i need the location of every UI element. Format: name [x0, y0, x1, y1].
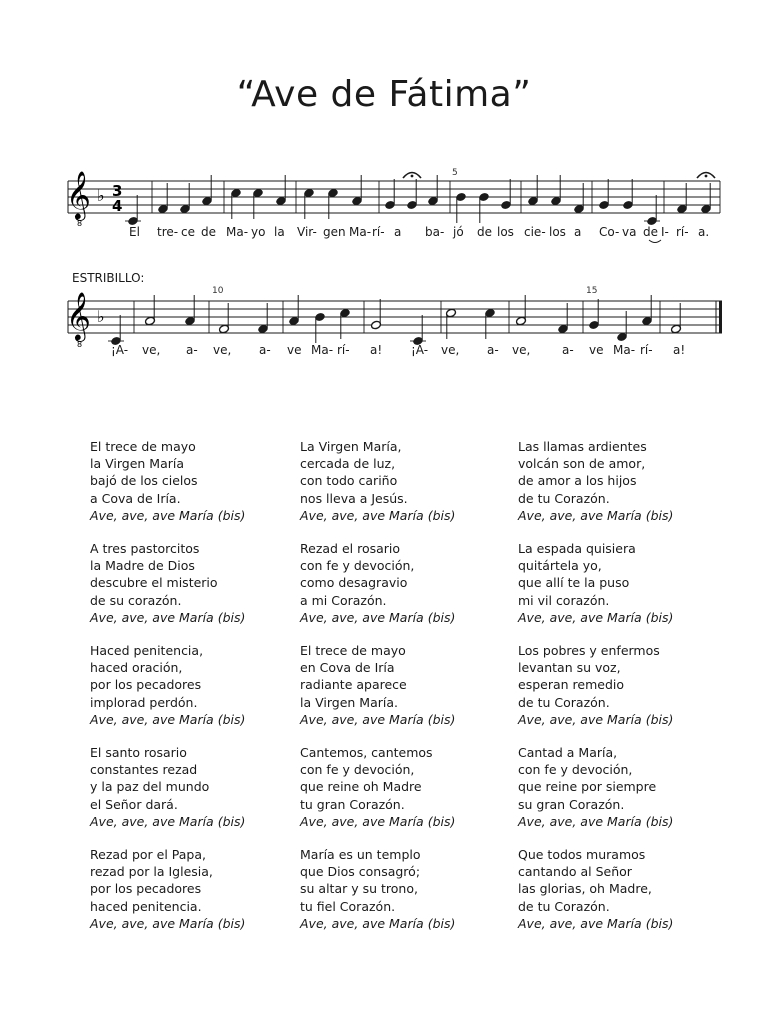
lyrics-line-2 [111, 343, 685, 357]
stanza [518, 744, 728, 830]
refrain-line: Ave, ave, ave María (bis) [518, 507, 674, 523]
lyric-syllable: gen [323, 225, 346, 239]
refrain-line: Ave, ave, ave María (bis) [518, 813, 674, 829]
lyric-syllable: Ma- [349, 225, 372, 239]
verse-line: que allí te la puso [518, 575, 630, 591]
verse-line: El trece de mayo [90, 439, 196, 454]
lyric-syllable: a [574, 225, 582, 239]
estribillo-label: ESTRIBILLO: [72, 271, 145, 285]
lyric-syllable: ce [181, 225, 195, 239]
verse-line: de tu Corazón. [518, 898, 610, 914]
refrain-line: Ave, ave, ave María (bis) [518, 609, 674, 625]
lyric-syllable: ve [589, 343, 604, 357]
verse-line: esperan remedio [518, 677, 624, 693]
lyric-syllable: los [549, 225, 566, 239]
verse-line: en Cova de Iría [300, 660, 395, 676]
stanza [90, 438, 300, 524]
verse-line: su gran Corazón. [518, 796, 625, 812]
elision-mark [649, 240, 661, 243]
notes-line-2 [108, 295, 681, 346]
lyric-syllable: jó [453, 225, 464, 239]
verse-line: mi vil corazón. [518, 592, 610, 608]
stanza [90, 540, 300, 626]
lyric-syllable: rí- [640, 343, 653, 357]
stanza [518, 642, 728, 728]
refrain-line: Ave, ave, ave María (bis) [90, 915, 246, 931]
lyric-syllable: los [497, 225, 514, 239]
verse-line: volcán son de amor, [518, 456, 646, 472]
verse-line: cantando al Señor [518, 864, 632, 880]
verse-line: tu fiel Corazón. [300, 898, 396, 914]
verse-line: que Dios consagró; [300, 864, 421, 880]
verse-column-1 [90, 438, 300, 948]
verse-line: de amor a los hijos [518, 473, 637, 489]
verse-line: de tu Corazón. [518, 490, 610, 506]
lyric-syllable: ve, [441, 343, 460, 357]
verse-line: el Señor dará. [90, 796, 178, 812]
verse-line: Cantemos, cantemos [300, 745, 433, 761]
lyric-syllable: de [477, 225, 492, 239]
verse-line: Los pobres y enfermos [518, 643, 660, 659]
verse-line: que reine oh Madre [300, 779, 422, 795]
verse-line: la Virgen María. [300, 694, 398, 710]
refrain-line: Ave, ave, ave María (bis) [90, 711, 246, 727]
verse-line: La Virgen María, [300, 439, 402, 454]
verse-line: de su corazón. [90, 592, 182, 608]
refrain-line: Ave, ave, ave María (bis) [300, 813, 456, 829]
stanza [300, 744, 510, 830]
verse-line: la Virgen María [90, 456, 185, 472]
verse-line: descubre el misterio [90, 575, 218, 591]
stanza [518, 846, 728, 932]
verse-line: con todo cariño [300, 473, 398, 489]
stanza [90, 744, 300, 830]
verse-line: haced penitencia. [90, 898, 202, 914]
verse-line: la Madre de Dios [90, 558, 195, 574]
verse-line: Rezad por el Papa, [90, 847, 206, 863]
verse-line: su altar y su trono, [300, 881, 418, 897]
verse-line: y la paz del mundo [90, 779, 210, 795]
lyric-syllable: va [622, 225, 637, 239]
flat-icon: ♭ [97, 307, 105, 326]
lyric-syllable: I- [661, 225, 669, 239]
lyric-syllable: a [394, 225, 402, 239]
verse-line: que reine por siempre [518, 779, 657, 795]
verse-line: como desagravio [300, 575, 408, 591]
lyric-syllable: a. [698, 225, 710, 239]
lyric-syllable: a! [370, 343, 383, 357]
lyric-syllable: a- [259, 343, 271, 357]
octave-8-mark: 8 [77, 219, 83, 228]
verse-line: Rezad el rosario [300, 541, 401, 557]
verse-line: Que todos muramos [518, 847, 646, 863]
verse-line: constantes rezad [90, 762, 198, 778]
lyric-syllable: tre- [157, 225, 179, 239]
verse-line: El santo rosario [90, 745, 187, 761]
stanza [90, 846, 300, 932]
lyric-syllable: ve [287, 343, 302, 357]
stanza [90, 642, 300, 728]
lyric-syllable: ve, [213, 343, 232, 357]
lyric-syllable: a- [186, 343, 198, 357]
fermata-dot [705, 175, 708, 178]
lyric-syllable: El [129, 225, 140, 239]
lyric-syllable: cie- [524, 225, 546, 239]
lyric-syllable: Ma- [226, 225, 249, 239]
stanza [300, 846, 510, 932]
verse-line: El trece de mayo [300, 643, 406, 659]
lyrics-line-1 [129, 225, 709, 239]
time-signature-bottom: 4 [112, 197, 123, 215]
flat-icon: ♭ [97, 186, 105, 205]
lyric-syllable: a! [673, 343, 686, 357]
verse-line: rezad por la Iglesia, [90, 864, 213, 880]
lyric-syllable: ve, [512, 343, 531, 357]
lyric-syllable: rí- [337, 343, 350, 357]
lyric-syllable: a- [487, 343, 499, 357]
verse-line: María es un templo [300, 847, 421, 863]
refrain-line: Ave, ave, ave María (bis) [90, 813, 246, 829]
time-signature-top: 3 [112, 182, 123, 200]
verse-line: por los pecadores [90, 677, 202, 693]
verse-line: a Cova de Iría. [90, 490, 181, 506]
refrain-line: Ave, ave, ave María (bis) [300, 507, 456, 523]
verse-line: radiante aparece [300, 677, 407, 693]
verse-line: quitártela yo, [518, 558, 602, 574]
verse-line: La espada quisiera [518, 541, 636, 557]
lyric-syllable: ba- [425, 225, 445, 239]
notes-line-1 [125, 175, 711, 226]
stanza [300, 438, 510, 524]
stanza [518, 438, 728, 524]
verse-line: con fe y devoción, [518, 762, 633, 778]
measure-number: 5 [452, 168, 458, 178]
treble-clef-icon: 𝄞 [66, 170, 91, 219]
stanza [518, 540, 728, 626]
verse-column-2 [300, 438, 510, 948]
verse-line: de tu Corazón. [518, 694, 610, 710]
staff-line-2 [68, 301, 722, 333]
verse-line: con fe y devoción, [300, 558, 415, 574]
lyric-syllable: yo [251, 225, 266, 239]
verse-line: levantan su voz, [518, 660, 621, 676]
lyric-syllable: Ma- [613, 343, 636, 357]
verse-line: implorad perdón. [90, 694, 198, 710]
verse-line: Las llamas ardientes [518, 439, 647, 454]
verse-line: cercada de luz, [300, 456, 396, 472]
lyric-syllable: Ma- [311, 343, 334, 357]
lyric-syllable: rí- [372, 225, 385, 239]
stanza [300, 540, 510, 626]
refrain-line: Ave, ave, ave María (bis) [518, 711, 674, 727]
lyric-syllable: la [274, 225, 285, 239]
lyric-syllable: ¡A- [411, 343, 429, 357]
lyric-syllable: ¡A- [111, 343, 129, 357]
lyric-syllable: a- [562, 343, 574, 357]
verse-column-3 [518, 438, 728, 948]
lyric-syllable: de [201, 225, 216, 239]
verse-line: haced oración, [90, 660, 183, 676]
refrain-line: Ave, ave, ave María (bis) [300, 915, 456, 931]
verse-line: Haced penitencia, [90, 643, 204, 659]
verse-line: por los pecadores [90, 881, 202, 897]
lyric-syllable: rí- [676, 225, 689, 239]
verse-line: A tres pastorcitos [90, 541, 200, 557]
refrain-line: Ave, ave, ave María (bis) [90, 507, 246, 523]
lyric-syllable: de [643, 225, 658, 239]
lyric-syllable: Vir- [297, 225, 317, 239]
octave-8-mark: 8 [77, 340, 83, 349]
treble-clef-icon: 𝄞 [66, 291, 91, 340]
stanza [300, 642, 510, 728]
fermata-dot [411, 175, 414, 178]
verse-line: con fe y devoción, [300, 762, 415, 778]
song-title: “Ave de Fátima” [236, 74, 532, 115]
refrain-line: Ave, ave, ave María (bis) [300, 711, 456, 727]
refrain-line: Ave, ave, ave María (bis) [518, 915, 674, 931]
verse-line: a mi Corazón. [300, 592, 387, 608]
sheet-music [0, 0, 768, 380]
measure-number: 10 [212, 286, 224, 296]
refrain-line: Ave, ave, ave María (bis) [90, 609, 246, 625]
verse-line: las glorias, oh Madre, [518, 881, 652, 897]
refrain-line: Ave, ave, ave María (bis) [300, 609, 456, 625]
verse-line: Cantad a María, [518, 745, 618, 761]
verse-line: bajó de los cielos [90, 473, 198, 489]
measure-number: 15 [586, 286, 598, 296]
verse-line: nos lleva a Jesús. [300, 490, 408, 506]
verse-line: tu gran Corazón. [300, 796, 405, 812]
lyric-syllable: ve, [142, 343, 161, 357]
lyric-syllable: Co- [599, 225, 620, 239]
